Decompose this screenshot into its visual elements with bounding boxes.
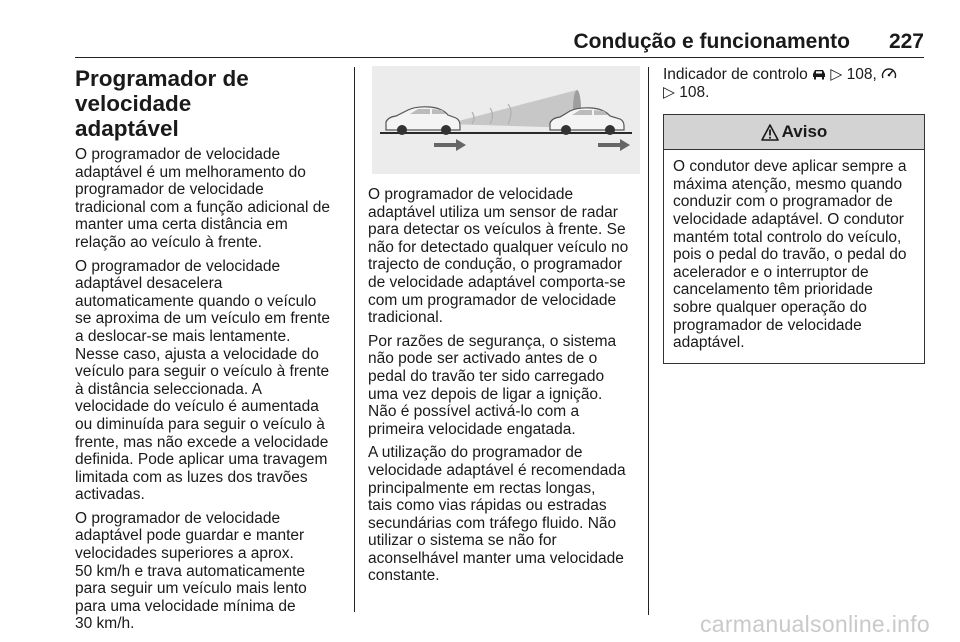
page-reference-icon: ▷ <box>830 66 843 83</box>
car-icon <box>812 68 826 80</box>
left-paragraph-3: O programador de velocidade adaptável pode guardar e manter velocidades superiores a aprox. 50 km/h e trava automaticamente para seguir um veículo mais lento para uma velocidade mínima de 30 km/h. <box>75 509 307 633</box>
watermark: carmanualsonline.info <box>699 611 930 637</box>
warning-icon <box>761 124 779 141</box>
warning-notice-title: Aviso <box>781 122 828 142</box>
column-divider-right <box>648 67 649 615</box>
warning-notice <box>663 114 925 364</box>
middle-paragraph-2: Por razões de segurança, o sistema não pode ser activado antes de o pedal do travão ter sido carregado uma vez depois de ligar a ignição. Não é possível activá-lo com a primeira velocidade engatada. <box>368 332 617 438</box>
left-paragraph-1: O programador de velocidade adaptável é um melhoramento do programador de velocidade tradicional com a função adicional de manter uma certa distância em relação ao veículo à frente. <box>75 146 331 251</box>
section-heading: Programador de velocidade adaptável <box>75 66 249 141</box>
page-number: 227 <box>888 30 924 53</box>
column-divider-left <box>354 67 355 612</box>
header-title: Condução e funcionamento <box>573 30 850 53</box>
right-column <box>663 66 925 364</box>
cruise-control-icon <box>881 67 897 80</box>
middle-column <box>368 66 640 585</box>
middle-paragraph-3: A utilização do programador de velocidade adaptável é recomendada principalmente em rectas longas, tais como vias rápidas ou estradas secundárias com tráfego fluido. Não utilizar o sistema se não for aconselhável manter uma velocidade constante. <box>368 444 626 585</box>
warning-notice-text: O condutor deve aplicar sempre a máxima atenção, mesmo quando conduzir com o programador de velocidade adaptável. O condutor mantém total controlo do veículo, pois o pedal do travão, o pedal do acelerador e o interruptor de cancelamento têm prioridade sobre qualquer operação do programador de velocidade adaptável. <box>673 158 907 352</box>
car-radar-illustration <box>372 66 640 174</box>
control-indicator-reference <box>663 66 925 101</box>
page-reference-icon: ▷ <box>663 83 675 101</box>
left-column <box>75 66 350 633</box>
indicator-prefix: Indicador de controlo <box>663 66 808 83</box>
middle-paragraph-1: O programador de velocidade adaptável utiliza um sensor de radar para detectar os veículos à frente. Se não for detectado qualquer veículo no trajecto de condução, o programador de velocidade adaptável comporta-se com um programador de velocidade tradicional. <box>368 186 629 327</box>
indicator-ref-1: 108, <box>846 66 877 83</box>
warning-notice-header <box>664 115 924 150</box>
indicator-ref-2: 108. <box>679 83 710 101</box>
left-paragraph-2: O programador de velocidade adaptável desacelera automaticamente quando o veículo se aproxima de um veículo em frente a deslocar-se mais lentamente. Nesse caso, ajusta a velocidade do veículo para seguir o veículo à frente à distância seleccionada. A velocidade do veículo é aumentada ou diminuída para seguir o veículo à frente, mas não excede a velocidade definida. Pode aplicar uma travagem limitada com as luzes dos travões activadas. <box>75 257 331 504</box>
header-rule <box>75 57 924 58</box>
